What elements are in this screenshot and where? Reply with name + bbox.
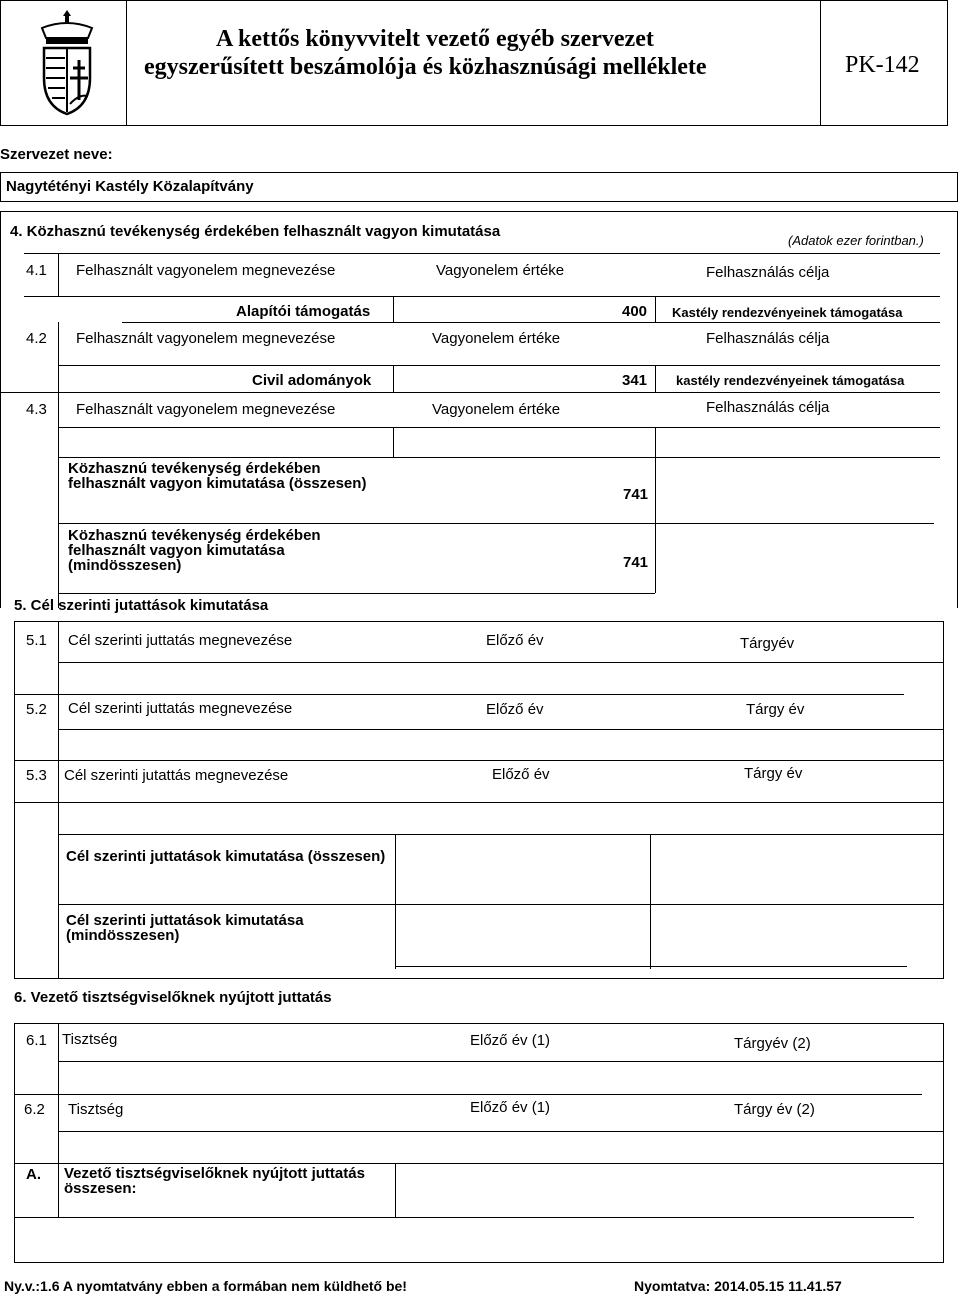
row-4-1-col-purpose: Felhasználás célja (706, 264, 830, 281)
row-5-1-col-prev: Előző év (486, 632, 544, 649)
form-code: PK-142 (845, 52, 920, 78)
row-5-1-num: 5.1 (26, 632, 47, 649)
row-4-1-asset-value: 400 (622, 303, 648, 320)
row-6-1-col-prev: Előző év (1) (470, 1032, 551, 1049)
row-4-2-col-value: Vagyonelem értéke (432, 330, 561, 347)
row-4-1-col-name: Felhasznált vagyonelem megnevezése (76, 262, 336, 279)
row-5-1-col-curr: Tárgyév (740, 635, 795, 652)
row-4-2-asset-value: 341 (622, 372, 648, 389)
row-4-2-purpose-value: kastély rendezvényeinek támogatása (676, 373, 905, 388)
row-5-3-col-prev: Előző év (492, 766, 550, 783)
row-4-2-col-purpose: Felhasználás célja (706, 330, 830, 347)
s4-total-label: Közhasznú tevékenység érdekében felhasznált vagyon kimutatása (összesen) (68, 460, 367, 492)
row-4-2-num: 4.2 (26, 330, 47, 347)
row-5-3-num: 5.3 (26, 767, 47, 784)
row-5-2-num: 5.2 (26, 701, 47, 718)
row-4-1-col-value: Vagyonelem értéke (436, 262, 565, 279)
footer-version-note: Ny.v.:1.6 A nyomtatvány ebben a formában nem küldhető be! (4, 1278, 407, 1294)
row-4-3-col-value: Vagyonelem értéke (432, 401, 561, 418)
row-4-1-num: 4.1 (26, 262, 47, 279)
row-5-2-col-curr: Tárgy év (746, 701, 805, 718)
row-6-1-col-name: Tisztség (62, 1031, 118, 1048)
section-6-title: 6. Vezető tisztségviselőknek nyújtott juttatás (14, 989, 332, 1006)
s5-total-label: Cél szerinti juttatások kimutatása (összesen) (66, 848, 386, 865)
section-4-title: 4. Közhasznú tevékenység érdekében felhasznált vagyon kimutatása (10, 223, 501, 240)
s5-grand-total-label: Cél szerinti juttatások kimutatása (mindösszesen) (66, 912, 304, 944)
row-6-2-col-prev: Előző év (1) (470, 1099, 551, 1116)
row-4-3-col-purpose: Felhasználás célja (706, 399, 830, 416)
s6-total-label: Vezető tisztségviselőknek nyújtott juttatás összesen: (64, 1165, 365, 1197)
s4-grand-total-value: 741 (623, 554, 649, 571)
row-5-3-col-curr: Tárgy év (744, 765, 803, 782)
org-name-value: Nagytétényi Kastély Közalapítvány (6, 178, 254, 195)
form-title-line1: A kettős könyvvitelt vezető egyéb szervezet (216, 26, 654, 52)
coat-of-arms-icon (32, 8, 102, 118)
row-4-2-name-value: Civil adományok (252, 372, 372, 389)
section-6-frame (14, 1023, 944, 1263)
row-5-2-col-name: Cél szerinti juttatás megnevezése (68, 700, 293, 717)
form-title-line2: egyszerűsített beszámolója és közhasznúsági melléklete (144, 54, 707, 80)
s4-grand-total-label: Közhasznú tevékenység érdekében felhasznált vagyon kimutatása (mindösszesen) (68, 527, 321, 574)
s6-total-num: A. (26, 1166, 41, 1183)
row-6-1-col-curr: Tárgyév (2) (734, 1035, 811, 1052)
row-4-3-col-name: Felhasznált vagyonelem megnevezése (76, 401, 336, 418)
footer-print-date: Nyomtatva: 2014.05.15 11.41.57 (634, 1278, 842, 1294)
row-5-1-col-name: Cél szerinti juttatás megnevezése (68, 632, 293, 649)
row-5-2-col-prev: Előző év (486, 701, 544, 718)
row-6-2-col-curr: Tárgy év (2) (734, 1101, 815, 1118)
row-4-2-col-name: Felhasznált vagyonelem megnevezése (76, 330, 336, 347)
row-4-1-purpose-value: Kastély rendezvényeinek támogatása (672, 305, 903, 320)
row-5-3-col-name: Cél szerinti jutattás megnevezése (64, 767, 289, 784)
row-4-3-num: 4.3 (26, 401, 47, 418)
unit-note: (Adatok ezer forintban.) (788, 233, 924, 248)
section-5-title: 5. Cél szerinti jutattások kimutatása (14, 597, 269, 614)
row-6-2-num: 6.2 (24, 1101, 45, 1118)
s4-total-value: 741 (623, 486, 649, 503)
row-4-1-name-value: Alapítói támogatás (236, 303, 371, 320)
row-6-1-num: 6.1 (26, 1032, 47, 1049)
row-6-2-col-name: Tisztség (68, 1101, 124, 1118)
org-name-label: Szervezet neve: (0, 146, 113, 163)
